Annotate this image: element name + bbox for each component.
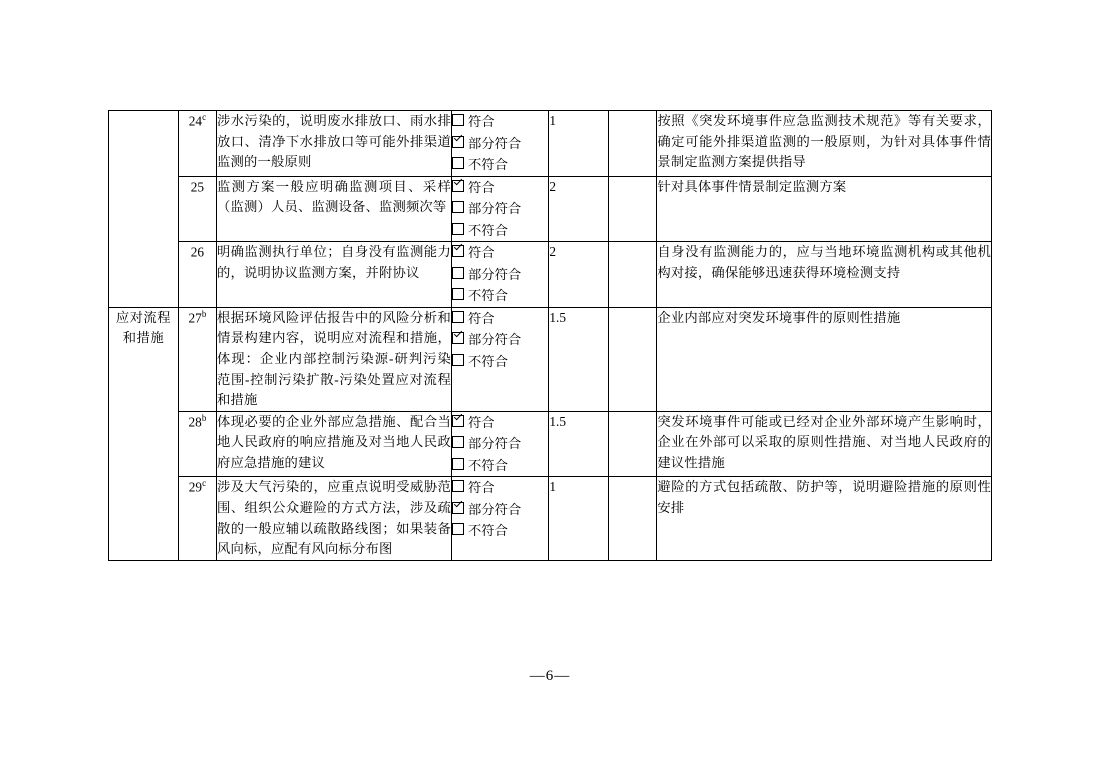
- checkbox-icon[interactable]: [452, 201, 464, 213]
- row-note: 避险的方式包括疏散、防护等，说明避险措施的原则性安排: [657, 477, 992, 560]
- option-non-compliant[interactable]: 不符合: [452, 154, 548, 176]
- row-number: 26: [178, 242, 216, 308]
- checkbox-checked-icon[interactable]: [452, 245, 464, 257]
- row-number: 25: [178, 176, 216, 242]
- row-number-superscript: b: [201, 308, 207, 319]
- row-compliance-options: [452, 477, 549, 560]
- table-row: [109, 111, 992, 177]
- row-item-text: 监测方案一般应明确监测项目、采样（监测）人员、监测设备、监测频次等: [216, 176, 451, 242]
- row-note: 突发环境事件可能或已经对企业外部环境产生影响时，企业在外部可以采取的原则性措施、对当地人民政府的建议性措施: [657, 411, 992, 477]
- row-note: 按照《突发环境事件应急监测技术规范》等有关要求，确定可能外排渠道监测的一般原则，为针对具体事件情景制定监测方案提供指导: [657, 111, 992, 177]
- option-compliant[interactable]: 符合: [452, 412, 548, 434]
- row-blank-cell[interactable]: [608, 242, 657, 308]
- option-partially-compliant[interactable]: 部分符合: [452, 198, 548, 220]
- page-number: —6—: [529, 668, 571, 684]
- checkbox-icon[interactable]: [452, 114, 464, 126]
- option-partially-compliant[interactable]: 部分符合: [452, 133, 548, 155]
- option-partially-compliant[interactable]: 部分符合: [452, 433, 548, 455]
- checkbox-icon[interactable]: [452, 157, 464, 169]
- option-non-compliant[interactable]: 不符合: [452, 455, 548, 477]
- checkbox-icon[interactable]: [452, 223, 464, 235]
- option-non-compliant[interactable]: 不符合: [452, 351, 548, 373]
- option-compliant[interactable]: 符合: [452, 308, 548, 330]
- option-compliant[interactable]: 符合: [452, 477, 548, 499]
- row-number: 24$^c$: [178, 111, 216, 177]
- row-compliance-options: [452, 411, 549, 477]
- row-number-superscript: c: [202, 478, 207, 489]
- row-item-text: 涉及大气污染的，应重点说明受威胁范围、组织公众避险的方式方法，涉及疏散的一般应辅以疏散路线图；如果装备风向标，应配有风向标分布图: [216, 477, 451, 560]
- table-row: [109, 477, 992, 560]
- row-compliance-options: [452, 176, 549, 242]
- checkbox-icon[interactable]: [452, 354, 464, 366]
- checklist-table-container: [108, 110, 992, 561]
- checkbox-icon[interactable]: [452, 267, 464, 279]
- row-blank-cell[interactable]: [608, 176, 657, 242]
- row-note: 企业内部应对突发环境事件的原则性措施: [657, 307, 992, 411]
- checkbox-checked-icon[interactable]: [452, 180, 464, 192]
- option-partially-compliant[interactable]: 部分符合: [452, 329, 548, 351]
- row-number: 29$^c$: [178, 477, 216, 560]
- row-item-text: 根据环境风险评估报告中的风险分析和情景构建内容，说明应对流程和措施，体现：企业内部控制污染源-研判污染范围-控制污染扩散-污染处置应对流程和措施: [216, 307, 451, 411]
- option-partially-compliant[interactable]: 部分符合: [452, 499, 548, 521]
- checkbox-checked-icon[interactable]: [452, 332, 464, 344]
- checkbox-icon[interactable]: [452, 311, 464, 323]
- option-non-compliant[interactable]: 不符合: [452, 285, 548, 307]
- table-row: [109, 176, 992, 242]
- checkbox-icon[interactable]: [452, 458, 464, 470]
- row-item-text: 涉水污染的，说明废水排放口、雨水排放口、清净下水排放口等可能外排渠道监测的一般原则: [216, 111, 451, 177]
- row-compliance-options: [452, 111, 549, 177]
- option-compliant[interactable]: 符合: [452, 177, 548, 199]
- checkbox-checked-icon[interactable]: [452, 415, 464, 427]
- row-score: 2: [549, 242, 608, 308]
- row-score: 1: [549, 477, 608, 560]
- checkbox-icon[interactable]: [452, 436, 464, 448]
- row-compliance-options: [452, 307, 549, 411]
- checkbox-icon[interactable]: [452, 480, 464, 492]
- checkbox-icon[interactable]: [452, 288, 464, 300]
- row-category: [109, 111, 179, 308]
- checkbox-checked-icon[interactable]: [452, 136, 464, 148]
- row-number: 28$^b$: [178, 411, 216, 477]
- row-note: 针对具体事件情景制定监测方案: [657, 176, 992, 242]
- row-note: 自身没有监测能力的，应与当地环境监测机构或其他机构对接，确保能够迅速获得环境检测支持: [657, 242, 992, 308]
- row-score: 1: [549, 111, 608, 177]
- row-category: 应对流程和措施: [109, 307, 179, 560]
- row-item-text: 明确监测执行单位；自身没有监测能力的，说明协议监测方案，并附协议: [216, 242, 451, 308]
- checkbox-icon[interactable]: [452, 523, 464, 535]
- table-row: [109, 411, 992, 477]
- row-score: 1.5: [549, 307, 608, 411]
- checklist-table: [108, 110, 992, 561]
- row-number-superscript: c: [202, 112, 207, 122]
- table-row: [109, 242, 992, 308]
- option-partially-compliant[interactable]: 部分符合: [452, 264, 548, 286]
- row-compliance-options: [452, 242, 549, 308]
- option-compliant[interactable]: 符合: [452, 242, 548, 264]
- row-blank-cell[interactable]: [608, 111, 657, 177]
- row-blank-cell[interactable]: [608, 477, 657, 560]
- row-blank-cell[interactable]: [608, 411, 657, 477]
- option-non-compliant[interactable]: 不符合: [452, 220, 548, 242]
- row-blank-cell[interactable]: [608, 307, 657, 411]
- table-row: [109, 307, 992, 411]
- row-item-text: 体现必要的企业外部应急措施、配合当地人民政府的响应措施及对当地人民政府应急措施的建议: [216, 411, 451, 477]
- option-non-compliant[interactable]: 不符合: [452, 520, 548, 542]
- row-number-superscript: b: [201, 412, 207, 423]
- option-compliant[interactable]: 符合: [452, 111, 548, 133]
- row-score: 1.5: [549, 411, 608, 477]
- row-number: 27$^b$: [178, 307, 216, 411]
- checkbox-checked-icon[interactable]: [452, 502, 464, 514]
- row-score: 2: [549, 176, 608, 242]
